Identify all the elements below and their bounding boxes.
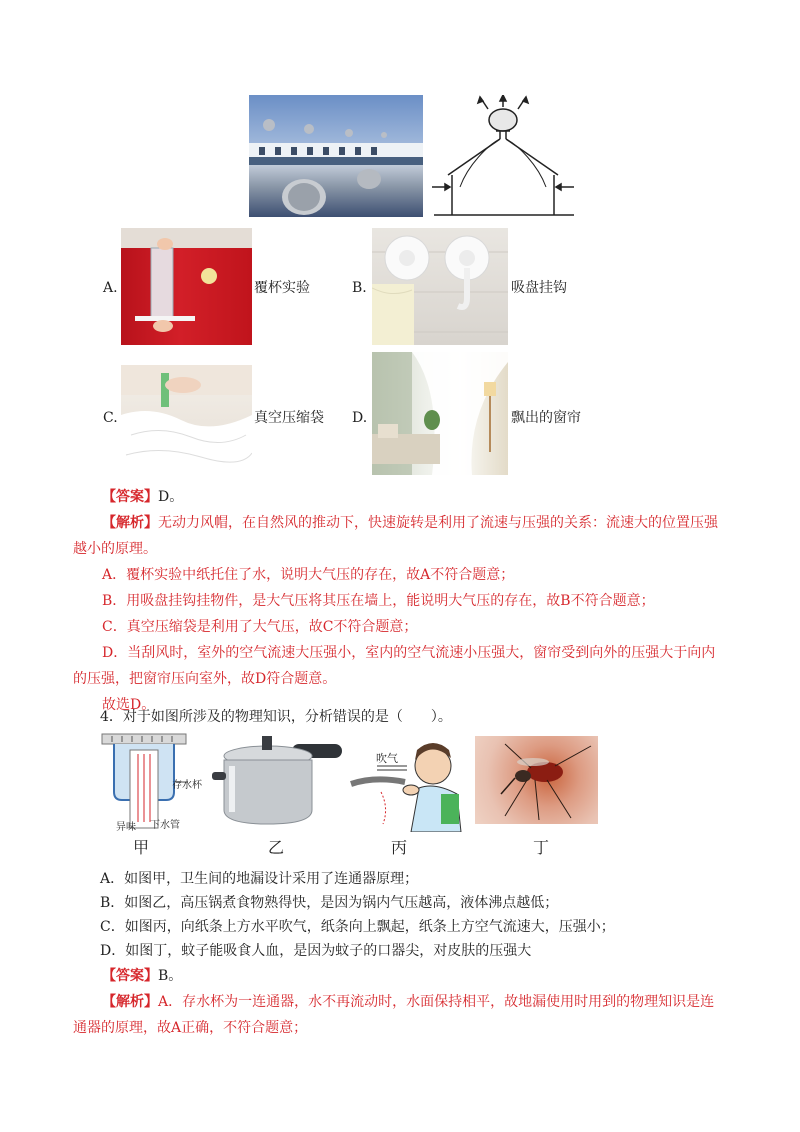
- q4-answer-value: B。: [158, 968, 183, 984]
- blowing-paper-image: [345, 732, 470, 832]
- q4-option-d: D．如图丁，蚊子能吸食人血，是因为蚊子的口器尖，对皮肤的压强大: [100, 943, 532, 959]
- figure-yi-label: 乙: [268, 838, 285, 857]
- q4-analysis-line1: [102, 992, 714, 1012]
- q3-analysis-line1: [102, 513, 718, 533]
- q3-answer-value: D。: [158, 489, 184, 505]
- q3-answer: [102, 487, 183, 507]
- q4-analysis-text1: A．存水杯为一连通器，水不再流动时，水面保持相平，故地漏使用时用到的物理知识是连: [158, 994, 715, 1010]
- q4-answer: [102, 966, 182, 986]
- q4-answer-tag: 【答案】: [102, 968, 158, 984]
- option-c-letter: C.: [103, 410, 118, 426]
- q4-option-b: B．如图乙，高压锅煮食物熟得快，是因为锅内气压越高，液体沸点越低；: [100, 895, 559, 911]
- q3-analysis-d2: 的压强，把窗帘压向室外，故D符合题意。: [73, 671, 337, 687]
- label-blow: 吹气: [376, 752, 398, 765]
- q3-analysis-b: B．用吸盘挂钩挂物件，是大气压将其压在墙上，能说明大气压的存在，故B不符合题意；: [102, 593, 655, 609]
- q4-stem: 4．对于如图所涉及的物理知识，分析错误的是（ ）。: [100, 709, 452, 725]
- q3-analysis-c: C．真空压缩袋是利用了大气压，故C不符合题意；: [102, 619, 418, 635]
- figure-ding-label: 丁: [533, 838, 550, 857]
- q4-option-c: C．如图丙，向纸条上方水平吹气，纸条向上飘起，纸条上方空气流速大，压强小；: [100, 919, 615, 935]
- figure-bing-label: 丙: [391, 838, 408, 857]
- pressure-cooker-image: [212, 732, 344, 832]
- label-odor: 异味: [116, 822, 136, 833]
- q4-analysis-tag: 【解析】: [102, 994, 158, 1010]
- option-c-caption: 真空压缩袋: [254, 410, 324, 426]
- option-b-caption: 吸盘挂钩: [511, 280, 567, 296]
- q4-analysis-line2: 通器的原理，故A正确，不符合题意；: [73, 1020, 308, 1036]
- option-a-letter: A.: [103, 280, 118, 296]
- cup-experiment-photo: [121, 228, 252, 345]
- option-a-caption: 覆杯实验: [254, 280, 310, 296]
- q3-conclusion: 故选D。: [102, 697, 156, 713]
- q3-analysis-line2: 越小的原理。: [73, 541, 157, 557]
- vacuum-bag-photo: [121, 365, 252, 475]
- q3-answer-tag: 【答案】: [102, 489, 158, 505]
- figure-jia-label: 甲: [133, 838, 150, 857]
- option-d-caption: 飘出的窗帘: [511, 410, 581, 426]
- q3-analysis-text1: 无动力风帽，在自然风的推动下，快速旋转是利用了流速与压强的关系：流速大的位置压强: [158, 515, 718, 531]
- ventilator-airflow-diagram: [428, 95, 578, 217]
- q4-option-a: A．如图甲，卫生间的地漏设计采用了连通器原理；: [100, 871, 419, 887]
- roof-ventilator-photo: [249, 95, 423, 217]
- label-cup: 存水杯: [172, 780, 202, 791]
- mosquito-photo: [475, 736, 598, 824]
- suction-hook-photo: [372, 228, 508, 345]
- label-pipe: 下水管: [150, 820, 180, 831]
- q3-analysis-d1: D．当刮风时，室外的空气流速大压强小，室内的空气流速小压强大，窗帘受到向外的压强大于向内: [102, 645, 716, 661]
- option-b-letter: B.: [352, 280, 367, 296]
- option-d-letter: D.: [352, 410, 368, 426]
- q3-analysis-a: A．覆杯实验中纸托住了水，说明大气压的存在，故A不符合题意；: [102, 567, 515, 583]
- curtain-photo: [372, 352, 508, 475]
- q3-analysis-tag: 【解析】: [102, 515, 158, 531]
